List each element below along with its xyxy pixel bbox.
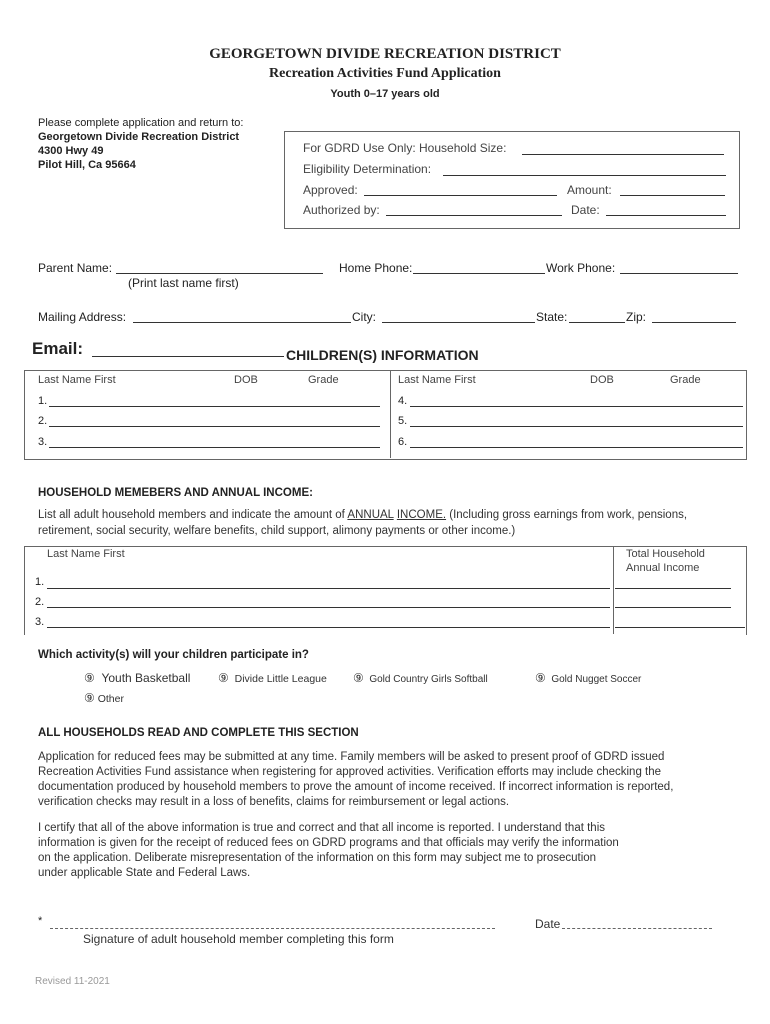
child-field-1[interactable] — [49, 406, 380, 407]
activity-gold-nugget-soccer[interactable] — [535, 671, 641, 685]
return-street: 4300 Hwy 49 — [38, 145, 104, 157]
child-col-grade: Grade — [308, 374, 339, 386]
household-intro-pre: List all adult household members and indicate the amount of — [38, 509, 348, 521]
para1-line: documentation produced by household members to prove the amount of income received. If incorrect information is reported, — [38, 781, 674, 793]
household-income-field-2[interactable] — [615, 607, 731, 608]
child-row-6: 6. — [398, 436, 408, 448]
child-field-3[interactable] — [49, 447, 380, 448]
authorized-label: Authorized by: — [303, 203, 380, 217]
home-phone-field[interactable] — [413, 273, 545, 274]
para2-line: under applicable State and Federal Laws. — [38, 867, 251, 879]
household-intro-line2: retirement, social security, welfare benefits, child support, alimony payments or other income.) — [38, 525, 516, 537]
activity-label: Other — [97, 693, 124, 705]
para2-line: on the application. Deliberate misrepresentation of the information on this form may subject me to prosecution — [38, 852, 597, 864]
children-section-title: CHILDREN(S) INFORMATION — [286, 347, 479, 363]
child-field-5[interactable] — [410, 426, 743, 427]
office-date-field[interactable] — [606, 215, 726, 216]
activities-question: Which activity(s) will your children participate in? — [38, 649, 309, 661]
child-field-4[interactable] — [410, 406, 743, 407]
parent-name-field[interactable] — [116, 273, 323, 274]
state-field[interactable] — [569, 322, 625, 323]
household-name-field-3[interactable] — [47, 627, 610, 628]
signature-date-label: Date — [535, 917, 561, 931]
work-phone-label: Work Phone: — [546, 261, 616, 275]
revised-note: Revised 11-2021 — [35, 976, 110, 987]
parent-name-hint: (Print last name first) — [128, 276, 239, 290]
household-size-field[interactable] — [522, 154, 724, 155]
household-intro — [38, 509, 687, 521]
signature-field[interactable] — [50, 928, 495, 929]
checkbox-icon[interactable]: ⑨ — [84, 671, 95, 685]
activity-girls-softball[interactable] — [353, 671, 488, 685]
zip-label: Zip: — [626, 310, 647, 324]
return-org: Georgetown Divide Recreation District — [38, 131, 240, 143]
mailing-address-field[interactable] — [133, 322, 351, 323]
child-col-name-right: Last Name First — [398, 374, 476, 386]
form-title: GEORGETOWN DIVIDE RECREATION DISTRICT — [209, 46, 561, 62]
activity-label: Youth Basketball — [101, 671, 191, 685]
household-title: HOUSEHOLD MEMEBERS AND ANNUAL INCOME: — [38, 487, 313, 499]
activity-divide-little-league[interactable] — [218, 671, 327, 685]
authorized-field[interactable] — [386, 215, 562, 216]
checkbox-icon[interactable]: ⑨ — [218, 671, 229, 685]
email-field[interactable] — [92, 356, 284, 357]
household-name-field-1[interactable] — [47, 588, 610, 589]
approved-field[interactable] — [364, 195, 557, 196]
household-name-field-2[interactable] — [47, 607, 610, 608]
household-income-field-3[interactable] — [615, 627, 745, 628]
certification-paragraph — [38, 821, 619, 881]
para2-line: information is given for the receipt of reduced fees on GDRD programs and that officials may verify the information — [38, 837, 619, 849]
checkbox-icon[interactable]: ⑨ — [84, 691, 95, 705]
child-row-1: 1. — [38, 395, 48, 407]
zip-field[interactable] — [652, 322, 736, 323]
checkbox-icon[interactable]: ⑨ — [535, 671, 546, 685]
approved-label: Approved: — [303, 183, 358, 197]
signature-caption: Signature of adult household member completing this form — [83, 932, 394, 946]
home-phone-label: Home Phone: — [339, 261, 413, 275]
child-col-dob: DOB — [234, 374, 258, 386]
para1-line: Application for reduced fees may be submitted at any time. Family members will be asked to present proof of GDRD issued — [38, 751, 665, 763]
all-households-title: ALL HOUSEHOLDS READ AND COMPLETE THIS SECTION — [38, 727, 359, 739]
para2-line: I certify that all of the above information is true and correct and that all income is reported. I understand that this — [38, 822, 605, 834]
work-phone-field[interactable] — [620, 273, 738, 274]
child-row-4: 4. — [398, 395, 408, 407]
email-label: Email: — [32, 339, 84, 358]
household-income-field-1[interactable] — [615, 588, 731, 589]
household-size-label: For GDRD Use Only: Household Size: — [303, 141, 507, 155]
reduced-fees-paragraph — [38, 750, 673, 810]
city-field[interactable] — [382, 322, 535, 323]
child-row-3: 3. — [38, 436, 48, 448]
activity-other[interactable] — [84, 691, 124, 705]
household-col-income-2: Annual Income — [626, 562, 700, 574]
household-col-name: Last Name First — [47, 548, 125, 560]
office-date-label: Date: — [571, 203, 600, 217]
form-subtitle: Recreation Activities Fund Application — [269, 66, 501, 81]
activity-label: Gold Nugget Soccer — [551, 674, 642, 685]
city-label: City: — [352, 310, 376, 324]
mailing-address-label: Mailing Address: — [38, 310, 127, 324]
child-col-name: Last Name First — [38, 374, 116, 386]
amount-label: Amount: — [567, 183, 612, 197]
household-row-2: 2. — [35, 596, 45, 608]
state-label: State: — [536, 310, 568, 324]
eligibility-label: Eligibility Determination: — [303, 162, 432, 176]
child-col-dob-right: DOB — [590, 374, 614, 386]
activity-youth-basketball[interactable] — [84, 671, 190, 685]
eligibility-field[interactable] — [443, 175, 726, 176]
parent-name-label: Parent Name: — [38, 261, 113, 275]
household-row-3: 3. — [35, 616, 45, 628]
child-field-6[interactable] — [410, 447, 743, 448]
return-intro: Please complete application and return to: — [38, 117, 244, 129]
para1-line: Recreation Activities Fund assistance when registering for approved activities. Verification efforts may include checking the — [38, 766, 662, 778]
amount-field[interactable] — [620, 195, 725, 196]
child-field-2[interactable] — [49, 426, 380, 427]
checkbox-icon[interactable]: ⑨ — [353, 671, 364, 685]
child-col-grade-right: Grade — [670, 374, 701, 386]
child-row-5: 5. — [398, 415, 408, 427]
child-row-2: 2. — [38, 415, 48, 427]
household-col-income-1: Total Household — [626, 548, 705, 560]
household-row-1: 1. — [35, 576, 45, 588]
household-intro-post: (Including gross earnings from work, pensions, — [446, 509, 688, 521]
signature-date-field[interactable] — [562, 928, 712, 929]
income-underlined: INCOME. — [396, 509, 447, 521]
annual-underlined: ANNUAL — [347, 509, 394, 521]
para1-line: verification checks may result in a loss of benefits, claims for reimbursement or legal actions. — [38, 796, 510, 808]
signature-star: * — [38, 915, 43, 927]
activity-label: Divide Little League — [234, 673, 327, 685]
age-note: Youth 0–17 years old — [330, 88, 440, 100]
return-city: Pilot Hill, Ca 95664 — [38, 159, 136, 171]
activity-label: Gold Country Girls Softball — [369, 674, 488, 685]
